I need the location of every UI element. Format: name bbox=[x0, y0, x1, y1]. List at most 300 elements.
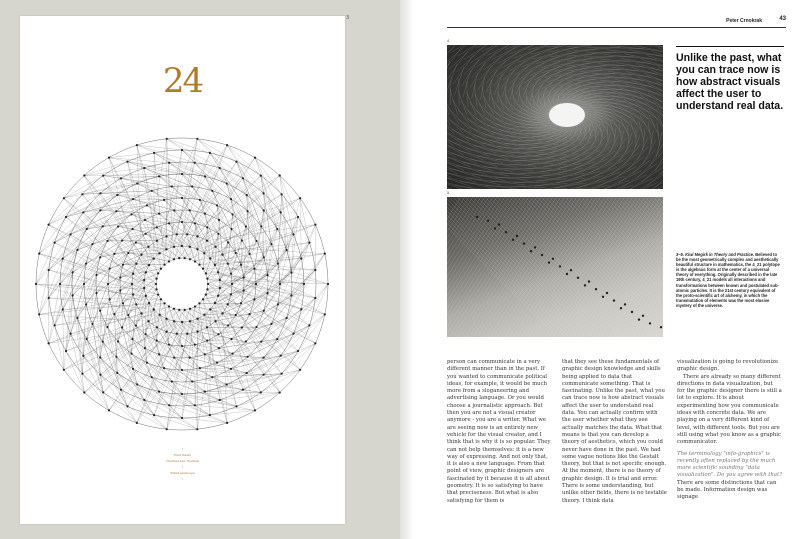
polytope-vertex bbox=[290, 294, 292, 296]
polytope-vertex bbox=[65, 350, 67, 352]
polytope-vertex bbox=[54, 324, 56, 326]
polytope-vertex bbox=[189, 357, 191, 359]
polytope-vertex bbox=[249, 253, 251, 255]
photo-sculpture-detail-node bbox=[606, 292, 608, 294]
polytope-vertex bbox=[243, 289, 245, 291]
polytope-vertex bbox=[189, 308, 191, 310]
photo-sculpture-detail-node bbox=[570, 269, 572, 271]
polytope-vertex bbox=[292, 233, 294, 235]
polytope-vertex bbox=[221, 312, 223, 314]
polytope-vertex bbox=[181, 197, 183, 199]
polytope-vertex bbox=[235, 161, 237, 163]
polytope-vertex bbox=[277, 263, 279, 265]
polytope-vertex bbox=[135, 303, 137, 305]
polytope-vertex bbox=[324, 253, 326, 255]
photo-sculpture-detail-node bbox=[494, 227, 496, 229]
polytope-vertex bbox=[38, 313, 40, 315]
polytope-vertex bbox=[132, 293, 134, 295]
polytope-vertex bbox=[218, 219, 220, 221]
polytope-vertex bbox=[194, 222, 196, 224]
polytope-vertex bbox=[48, 224, 50, 226]
polytope-vertex bbox=[145, 333, 147, 335]
polytope-vertex bbox=[218, 347, 220, 349]
polytope-vertex bbox=[191, 185, 193, 187]
polytope-vertex bbox=[206, 226, 208, 228]
photo-sculpture-detail-node bbox=[595, 288, 597, 290]
polytope-vertex bbox=[203, 314, 205, 316]
polytope-vertex bbox=[148, 264, 150, 266]
polytope-vertex bbox=[286, 317, 288, 319]
polytope-vertex bbox=[153, 414, 155, 416]
polytope-vertex bbox=[106, 240, 108, 242]
polytope-vertex bbox=[131, 338, 133, 340]
polytope-vertex bbox=[280, 355, 282, 357]
polytope-vertex bbox=[235, 314, 237, 316]
polytope-vertex bbox=[246, 372, 248, 374]
polytope-vertex bbox=[136, 383, 138, 385]
polytope-vertex bbox=[173, 258, 175, 260]
polytope-vertex bbox=[165, 235, 167, 237]
polytope-vertex bbox=[227, 241, 229, 243]
polytope-vertex bbox=[176, 333, 178, 335]
polytope-vertex bbox=[230, 293, 232, 295]
polytope-vertex bbox=[109, 298, 111, 300]
polytope-vertex bbox=[151, 190, 153, 192]
polytope-vertex bbox=[219, 279, 221, 281]
polytope-vertex bbox=[230, 338, 232, 340]
photo-sculpture-top-opening bbox=[549, 103, 585, 127]
polytope-vertex bbox=[202, 268, 204, 270]
polytope-vertex bbox=[181, 245, 183, 247]
interview-question: The terminology "info-graphics" is recently often replaced by the much more scientific sounding "data visualization". Do you agree with that? bbox=[677, 450, 783, 479]
polytope-vertex bbox=[147, 320, 149, 322]
polytope-vertex bbox=[255, 240, 257, 242]
photo-sculpture-detail-node bbox=[552, 258, 554, 260]
polytope-vertex bbox=[173, 320, 175, 322]
polytope-vertex bbox=[86, 338, 88, 340]
polytope-vertex bbox=[242, 389, 244, 391]
polytope-vertex bbox=[159, 252, 161, 254]
figure-label-5: 5 bbox=[447, 190, 450, 195]
polytope-vertex bbox=[230, 368, 232, 370]
polytope-vertex bbox=[204, 175, 206, 177]
polytope-vertex bbox=[99, 192, 101, 194]
polytope-vertex bbox=[266, 292, 268, 294]
polytope-vertex bbox=[158, 213, 160, 215]
polytope-vertex bbox=[91, 243, 93, 245]
polytope-lines bbox=[35, 138, 329, 431]
polytope-vertex bbox=[204, 213, 206, 215]
polytope-vertex bbox=[132, 198, 134, 200]
poster-meta-line-3: Emil/Landscape bbox=[170, 471, 195, 475]
polytope-vertex bbox=[203, 252, 205, 254]
polytope-vertex bbox=[48, 297, 50, 299]
polytope-vertex bbox=[157, 294, 159, 296]
polytope-vertex bbox=[242, 177, 244, 179]
polytope-vertex bbox=[280, 211, 282, 213]
polytope-vertex bbox=[81, 373, 83, 375]
polytope-vertex bbox=[308, 242, 310, 244]
header-rule bbox=[447, 27, 786, 28]
polytope-vertex bbox=[166, 138, 168, 140]
polytope-vertex bbox=[300, 308, 302, 310]
polytope-vertex bbox=[226, 383, 228, 385]
polytope-vertex bbox=[91, 323, 93, 325]
header-page-number: 43 bbox=[779, 16, 786, 22]
polytope-vertex bbox=[136, 182, 138, 184]
polytope-vertex bbox=[249, 313, 251, 315]
polytope-vertex bbox=[146, 204, 148, 206]
polytope-vertex bbox=[240, 264, 242, 266]
polytope-vertex bbox=[314, 342, 316, 344]
polytope-vertex bbox=[231, 353, 233, 355]
polytope-vertex bbox=[189, 246, 191, 248]
polytope-vertex bbox=[217, 233, 219, 235]
polytope-vertex bbox=[202, 298, 204, 300]
polytope-vertex bbox=[95, 292, 97, 294]
polytope-vertex bbox=[260, 175, 262, 177]
polytope-vertex bbox=[121, 326, 123, 328]
polytope-vertex bbox=[206, 340, 208, 342]
polytope-vertex bbox=[63, 197, 65, 199]
polytope-vertex bbox=[297, 216, 299, 218]
photo-sculpture-detail-node bbox=[476, 216, 478, 218]
polytope-vertex bbox=[241, 326, 243, 328]
polytope-vertex bbox=[156, 226, 158, 228]
polytope-vertex bbox=[145, 295, 147, 297]
polytope-vertex bbox=[194, 404, 196, 406]
polytope-vertex bbox=[165, 331, 167, 333]
polytope-vertex bbox=[205, 272, 207, 274]
polytope-center bbox=[178, 280, 186, 288]
polytope-vertex bbox=[209, 414, 211, 416]
polytope-vertex bbox=[122, 264, 124, 266]
polytope-vertex bbox=[216, 204, 218, 206]
poster-meta-dot: • bbox=[181, 447, 184, 451]
polytope-vertex bbox=[156, 288, 158, 290]
polytope-vertex bbox=[207, 283, 209, 285]
polytope-vertex bbox=[119, 276, 121, 278]
polytope-vertex bbox=[164, 302, 166, 304]
polytope-vertex bbox=[115, 210, 117, 212]
polytope-vertex bbox=[72, 294, 74, 296]
polytope-vertex bbox=[136, 144, 138, 146]
polytope-vertex bbox=[165, 248, 167, 250]
polytope-vertex bbox=[156, 326, 158, 328]
polytope-vertex bbox=[209, 258, 211, 260]
polytope-vertex bbox=[299, 197, 301, 199]
polytope-vertex bbox=[181, 417, 183, 419]
polytope-vertex bbox=[121, 239, 123, 241]
polytope-vertex bbox=[145, 233, 147, 235]
polytope-vertex bbox=[199, 367, 201, 369]
polytope-vertex bbox=[65, 216, 67, 218]
polytope-vertex bbox=[62, 258, 64, 260]
polytope-vertex bbox=[81, 193, 83, 195]
polytope-vertex bbox=[277, 303, 279, 305]
polytope-vertex bbox=[145, 271, 147, 273]
polytope-vertex bbox=[156, 278, 158, 280]
polytope-vertex bbox=[153, 308, 155, 310]
polytope-vertex bbox=[127, 314, 129, 316]
polytope-vertex bbox=[266, 274, 268, 276]
polytope-vertex bbox=[199, 199, 201, 201]
photo-sculpture-detail-node bbox=[588, 280, 590, 282]
polytope-vertex bbox=[59, 283, 61, 285]
photo-sculpture-detail-node bbox=[638, 318, 640, 320]
polytope-vertex bbox=[76, 249, 78, 251]
polytope-vertex bbox=[135, 324, 137, 326]
figure-label-4: 4 bbox=[447, 38, 450, 43]
polytope-vertex bbox=[194, 260, 196, 262]
polytope-vertex bbox=[120, 177, 122, 179]
polytope-vertex bbox=[122, 302, 124, 304]
polytope-vertex bbox=[196, 138, 198, 140]
polytope-vertex bbox=[164, 264, 166, 266]
polytope-vertex bbox=[194, 344, 196, 346]
photo-sculpture-detail-node bbox=[523, 242, 525, 244]
photo-sculpture-detail-strings bbox=[447, 197, 663, 337]
polytope-vertex bbox=[194, 162, 196, 164]
polytope-vertex bbox=[226, 182, 228, 184]
polytope-vertex bbox=[160, 298, 162, 300]
polytope-vertex bbox=[253, 268, 255, 270]
polytope-vertex bbox=[189, 258, 191, 260]
polytope-vertex bbox=[158, 175, 160, 177]
polytope-vertex bbox=[99, 256, 101, 258]
caption-lead: 3–5. Kiwi Megirk in Theory and Practice. bbox=[676, 252, 755, 257]
polytope-vertex bbox=[231, 213, 233, 215]
photo-sculpture-detail-node bbox=[534, 246, 536, 248]
photo-sculpture-detail-node bbox=[487, 220, 489, 222]
figure-number-3: 3 bbox=[346, 15, 350, 21]
photo-sculpture-detail-node bbox=[624, 303, 626, 305]
polytope-vertex bbox=[176, 233, 178, 235]
photo-sculpture-detail-node bbox=[566, 273, 568, 275]
polytope-vertex bbox=[281, 373, 283, 375]
polytope-vertex bbox=[290, 271, 292, 273]
polytope-vertex bbox=[181, 369, 183, 371]
polytope-vertex bbox=[221, 254, 223, 256]
polytope-vertex bbox=[168, 404, 170, 406]
polytope-vertex bbox=[184, 257, 186, 259]
polytope-vertex bbox=[117, 225, 119, 227]
polytope-vertex bbox=[196, 248, 198, 250]
polytope-vertex bbox=[253, 298, 255, 300]
polytope-vertex bbox=[327, 283, 329, 285]
polytope-vertex bbox=[108, 157, 110, 159]
polytope-vertex bbox=[135, 241, 137, 243]
body-column-1 bbox=[447, 359, 552, 505]
polytope-vertex bbox=[48, 269, 50, 271]
polytope-vertex bbox=[99, 374, 101, 376]
polytope-vertex bbox=[189, 320, 191, 322]
polytope-vertex bbox=[297, 350, 299, 352]
polytope-vertex bbox=[270, 243, 272, 245]
polytope-vertex bbox=[254, 157, 256, 159]
polytope-vertex bbox=[159, 314, 161, 316]
photo-sculpture-detail-node bbox=[642, 315, 644, 317]
photo-sculpture-detail-node bbox=[660, 326, 662, 328]
polytope-vertex bbox=[281, 193, 283, 195]
polytope-vertex bbox=[206, 326, 208, 328]
polytope-vertex bbox=[76, 317, 78, 319]
polytope-vertex bbox=[254, 409, 256, 411]
polytope-vertex bbox=[211, 376, 213, 378]
poster-meta-line-2: Thermal and Thermal bbox=[165, 459, 200, 463]
poster-number: 24 bbox=[162, 61, 203, 101]
polytope-vertex bbox=[95, 274, 97, 276]
polytope-vertex bbox=[69, 333, 71, 335]
polytope-vertex bbox=[300, 258, 302, 260]
polytope-vertex bbox=[184, 309, 186, 311]
polytope-vertex bbox=[102, 391, 104, 393]
polytope-vertex bbox=[143, 279, 145, 281]
polytope-vertex bbox=[214, 246, 216, 248]
polytope-vertex bbox=[107, 283, 109, 285]
polytope-vertex bbox=[178, 257, 180, 259]
polytope-vertex bbox=[214, 264, 216, 266]
polytope-vertex bbox=[214, 302, 216, 304]
polytope-vertex bbox=[119, 289, 121, 291]
polytope-vertex bbox=[132, 273, 134, 275]
polytope-vertex bbox=[168, 305, 170, 307]
polytope-vertex bbox=[69, 233, 71, 235]
polytope-vertex bbox=[168, 162, 170, 164]
polytope-vertex bbox=[206, 240, 208, 242]
polytope-vertex bbox=[292, 333, 294, 335]
polytope-vertex bbox=[235, 252, 237, 254]
photo-sculpture-detail-node bbox=[505, 231, 507, 233]
polytope-vertex bbox=[126, 161, 128, 163]
polytope-vertex bbox=[279, 391, 281, 393]
polytope-vertex bbox=[72, 271, 74, 273]
polytope-vertex bbox=[173, 308, 175, 310]
photo-sculpture-detail-node bbox=[649, 322, 651, 324]
polytope-vertex bbox=[135, 263, 137, 265]
polytope-vertex bbox=[299, 369, 301, 371]
polytope-vertex bbox=[206, 288, 208, 290]
polytope-vertex bbox=[217, 333, 219, 335]
polytope-vertex bbox=[219, 167, 221, 169]
photo-sculpture-detail-node bbox=[631, 311, 633, 313]
polytope-vertex bbox=[219, 287, 221, 289]
polytope-vertex bbox=[86, 228, 88, 230]
polytope-vertex bbox=[181, 321, 183, 323]
polytope-vertex bbox=[227, 324, 229, 326]
polytope-vertex bbox=[308, 324, 310, 326]
polytope-vertex bbox=[126, 405, 128, 407]
polytope-vertex bbox=[116, 194, 118, 196]
polytope-vertex bbox=[173, 246, 175, 248]
polytope-vertex bbox=[217, 271, 219, 273]
polytope-vertex bbox=[206, 278, 208, 280]
polytope-vertex bbox=[38, 253, 40, 255]
body-column-3 bbox=[677, 359, 782, 502]
polytope-vertex bbox=[151, 376, 153, 378]
polytope-vertex bbox=[144, 347, 146, 349]
polytope-vertex bbox=[186, 233, 188, 235]
polytope-vertex bbox=[241, 239, 243, 241]
polytope-vertex bbox=[115, 356, 117, 358]
polytope-vertex bbox=[85, 303, 87, 305]
photo-sculpture-detail-node bbox=[584, 284, 586, 286]
polytope-vertex bbox=[211, 190, 213, 192]
polytope-vertex bbox=[181, 221, 183, 223]
polytope-vertex bbox=[140, 254, 142, 256]
polytope-vertex bbox=[156, 240, 158, 242]
body-paragraph: visualization is going to revolutionize graphic design. bbox=[677, 359, 779, 373]
polytope-vertex bbox=[113, 313, 115, 315]
body-paragraph: There are already so many different directions in data visualization, but for the graphic designer there is still a lot to explore. It is about experimenting how you communicate ideas with concrete data. We are playing on a very different kind of level, with different tools. But you are still using what you know as a graphic communicator. bbox=[677, 373, 782, 446]
polytope-vertex bbox=[243, 276, 245, 278]
polytope-vertex bbox=[160, 268, 162, 270]
polytope-vertex bbox=[216, 362, 218, 364]
polytope-vertex bbox=[204, 353, 206, 355]
polytope-vertex bbox=[286, 249, 288, 251]
polytope-vertex bbox=[131, 283, 133, 285]
polytope-vertex bbox=[83, 174, 85, 176]
polytope-vertex bbox=[156, 340, 158, 342]
polytope-vertex bbox=[63, 369, 65, 371]
polytope-vertex bbox=[117, 340, 119, 342]
polytope-vertex bbox=[226, 144, 228, 146]
polytope-vertex bbox=[158, 391, 160, 393]
polytope-vertex bbox=[230, 228, 232, 230]
polytope-vertex bbox=[102, 175, 104, 177]
polytope-vertex bbox=[82, 355, 84, 357]
polytope-vertex bbox=[240, 302, 242, 304]
polytope-vertex bbox=[163, 199, 165, 201]
polytope-vertex bbox=[166, 428, 168, 430]
polytope-vertex bbox=[143, 167, 145, 169]
polytope-vertex bbox=[153, 152, 155, 154]
polytope-vertex bbox=[263, 256, 265, 258]
body-column-2 bbox=[562, 359, 667, 505]
pull-quote: Unlike the past, what you can trace now is how abstract visuals affect the user to understand real data. bbox=[676, 52, 784, 112]
polytope-vertex bbox=[263, 310, 265, 312]
polytope-vertex bbox=[245, 225, 247, 227]
polytope-vertex bbox=[255, 326, 257, 328]
photo-sculpture-detail-node bbox=[602, 296, 604, 298]
polytope-vertex bbox=[263, 192, 265, 194]
polytope-vertex bbox=[217, 295, 219, 297]
photo-sculpture-detail-node bbox=[613, 299, 615, 301]
polytope-vertex bbox=[140, 312, 142, 314]
polytope-vertex bbox=[178, 309, 180, 311]
polytope-vertex bbox=[130, 213, 132, 215]
polytope-vertex bbox=[324, 313, 326, 315]
photo-sculpture-detail-node bbox=[498, 223, 500, 225]
figure-caption bbox=[676, 252, 780, 308]
polytope-vertex bbox=[276, 338, 278, 340]
polytope-vertex bbox=[204, 391, 206, 393]
polytope-vertex bbox=[260, 225, 262, 227]
photo-sculpture-detail-node bbox=[541, 254, 543, 256]
polytope-vertex bbox=[54, 242, 56, 244]
polytope-vertex bbox=[83, 283, 85, 285]
polytope-vertex bbox=[245, 340, 247, 342]
polytope-vertex bbox=[99, 310, 101, 312]
polytope-vertex bbox=[99, 209, 101, 211]
polytope-vertex bbox=[303, 283, 305, 285]
polytope-vertex bbox=[205, 294, 207, 296]
polytope-vertex bbox=[260, 391, 262, 393]
polytope-vertex bbox=[116, 372, 118, 374]
polytope-vertex bbox=[165, 318, 167, 320]
polytope-vertex bbox=[153, 258, 155, 260]
polytope-vertex bbox=[279, 174, 281, 176]
